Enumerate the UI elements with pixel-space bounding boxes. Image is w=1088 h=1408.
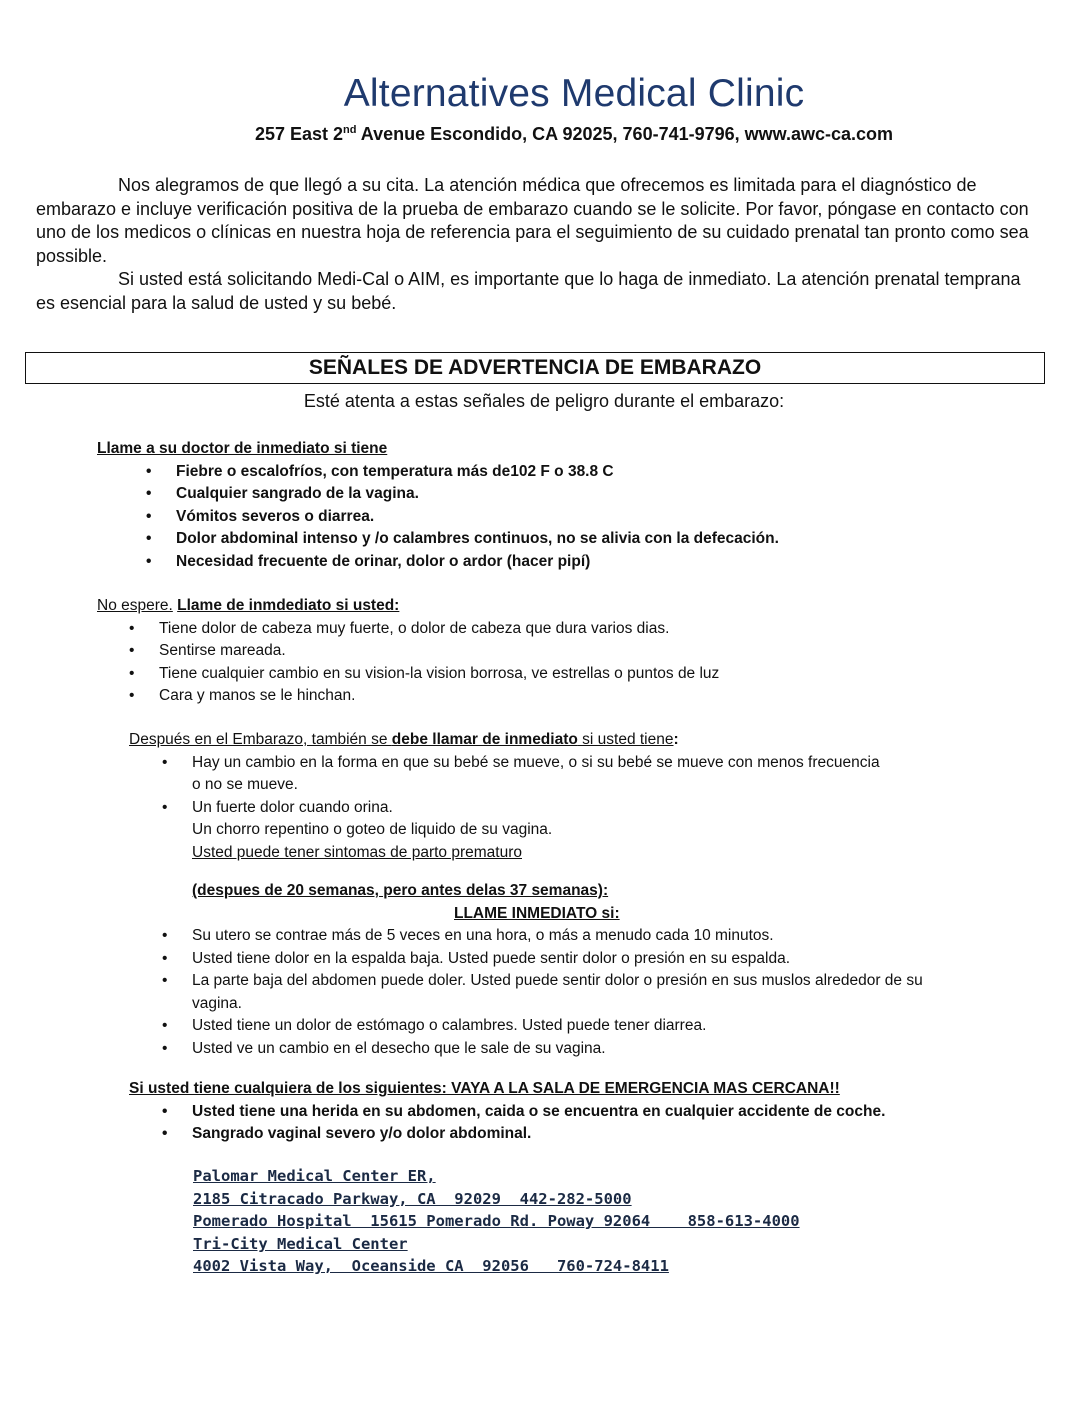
contact-line: 2185 Citracado Parkway, CA 92029 442-282-5000 bbox=[193, 1189, 632, 1208]
contact-line: Palomar Medical Center ER, bbox=[193, 1167, 436, 1185]
section-heading bbox=[129, 729, 880, 752]
section-heading: Llame a su doctor de inmediato si tiene bbox=[97, 440, 388, 457]
list-item: • Sangrado vaginal severo y/o dolor abdominal. bbox=[192, 1123, 885, 1146]
heading-part: Llame de inmdediato si usted: bbox=[177, 597, 400, 614]
section-emergency bbox=[129, 1078, 885, 1146]
list-item: • Usted ve un cambio en el desecho que le sale de su vagina. bbox=[192, 1038, 962, 1061]
list-item-line: o no se mueve. bbox=[192, 776, 298, 793]
list-item: • Cualquier sangrado de la vagina. bbox=[176, 483, 779, 506]
intro-paragraph-1: Nos alegramos de que llegó a su cita. La atención médica que ofrecemos es limitada para el diagnóstico de embarazo e incluye verificación positiva de la prueba de embarazo cuando se le solicite. Por favor, póngase en contacto con uno de los medicos o clínicas en nuestra hoja de referencia para el seguimiento de su cuidado prenatal tan pronto como sea possible. bbox=[36, 175, 1029, 266]
heading-part: Después en el Embarazo, también se bbox=[129, 731, 392, 748]
list-item bbox=[192, 752, 880, 797]
list-item: • Sentirse mareada. bbox=[159, 640, 719, 663]
warning-subtitle: Esté atenta a estas señales de peligro durante el embarazo: bbox=[303, 391, 785, 411]
list-item bbox=[192, 797, 880, 865]
list-item-line: Un chorro repentino o goteo de liquido de su vagina. bbox=[192, 821, 553, 838]
contact-line: Pomerado Hospital 15615 Pomerado Rd. Poway 92064 858-613-4000 bbox=[193, 1212, 800, 1230]
list-item: • Vómitos severos o diarrea. bbox=[176, 506, 779, 529]
intro-paragraph-2: Si usted está solicitando Medi-Cal o AIM, es importante que lo haga de inmediato. La atención prenatal temprana es esencial para la salud de usted y su bebé. bbox=[36, 269, 1021, 313]
contact-line: 4002 Vista Way, Oceanside CA 92056 760-724-8411 bbox=[193, 1257, 669, 1275]
list-item: • La parte baja del abdomen puede doler. Usted puede sentir dolor o presión en sus muslos alrededor de su vagina. bbox=[192, 970, 962, 1015]
list-item: • Usted tiene una herida en su abdomen, caida o se encuentra en cualquier accidente de coche. bbox=[192, 1101, 885, 1124]
list-item: • Usted tiene dolor en la espalda baja. Usted puede sentir dolor o presión en su espalda. bbox=[192, 948, 962, 971]
section-heading: Si usted tiene cualquiera de los siguientes: VAYA A LA SALA DE EMERGENCIA MAS CERCANA!! bbox=[129, 1080, 840, 1097]
bullet-list bbox=[159, 618, 719, 708]
heading-part: si usted tiene bbox=[577, 731, 674, 748]
list-item: • Tiene cualquier cambio en su vision-la vision borrosa, ve estrellas o puntos de luz bbox=[159, 663, 719, 686]
warning-title-box: SEÑALES DE ADVERTENCIA DE EMBARAZO bbox=[25, 352, 1045, 384]
section-subheading: LLAME INMEDIATO si: bbox=[454, 904, 620, 922]
section-call-doctor bbox=[97, 438, 779, 573]
list-item: • Tiene dolor de cabeza muy fuerte, o dolor de cabeza que dura varios dias. bbox=[159, 618, 719, 641]
list-item-line: • Un fuerte dolor cuando orina. bbox=[192, 798, 393, 816]
address-part: 257 East 2 bbox=[254, 124, 344, 144]
intro-text bbox=[36, 174, 1036, 315]
list-item: • Dolor abdominal intenso y /o calambres continuos, no se alivia con la defecación. bbox=[176, 528, 779, 551]
contact-line: Tri-City Medical Center bbox=[193, 1234, 408, 1253]
list-item: • Fiebre o escalofríos, con temperatura más de102 F o 38.8 C bbox=[176, 461, 779, 484]
section-heading bbox=[97, 595, 719, 618]
list-item: • Su utero se contrae más de 5 veces en una hora, o más a menudo cada 10 minutos. bbox=[192, 925, 962, 948]
list-item-line: Usted puede tener sintomas de parto prematuro bbox=[192, 843, 522, 861]
clinic-address bbox=[0, 124, 1088, 145]
bullet-list bbox=[192, 1101, 885, 1146]
list-item: • Cara y manos se le hinchan. bbox=[159, 685, 719, 708]
list-item-line: • Hay un cambio en la forma en que su bebé se mueve, o si su bebé se mueve con menos frecuencia bbox=[192, 753, 880, 771]
clinic-title: Alternatives Medical Clinic bbox=[343, 72, 805, 115]
list-item: • Necesidad frecuente de orinar, dolor o ardor (hacer pipí) bbox=[176, 551, 779, 574]
section-preterm bbox=[192, 880, 972, 1060]
section-dont-wait bbox=[97, 595, 719, 708]
address-superscript: nd bbox=[343, 124, 357, 136]
section-later-pregnancy bbox=[129, 729, 880, 864]
bullet-list bbox=[192, 925, 962, 1060]
section-heading: (despues de 20 semanas, pero antes delas 37 semanas): bbox=[192, 882, 609, 899]
heading-part: debe llamar de inmediato bbox=[391, 731, 578, 748]
address-part: Avenue Escondido, CA 92025, 760-741-9796, www.awc-ca.com bbox=[356, 124, 894, 144]
heading-part: No espere. bbox=[97, 597, 173, 614]
bullet-list bbox=[192, 752, 880, 865]
bullet-list bbox=[176, 461, 779, 574]
heading-part: : bbox=[673, 731, 679, 748]
list-item: • Usted tiene un dolor de estómago o calambres. Usted puede tener diarrea. bbox=[192, 1015, 962, 1038]
emergency-contacts bbox=[193, 1165, 800, 1278]
